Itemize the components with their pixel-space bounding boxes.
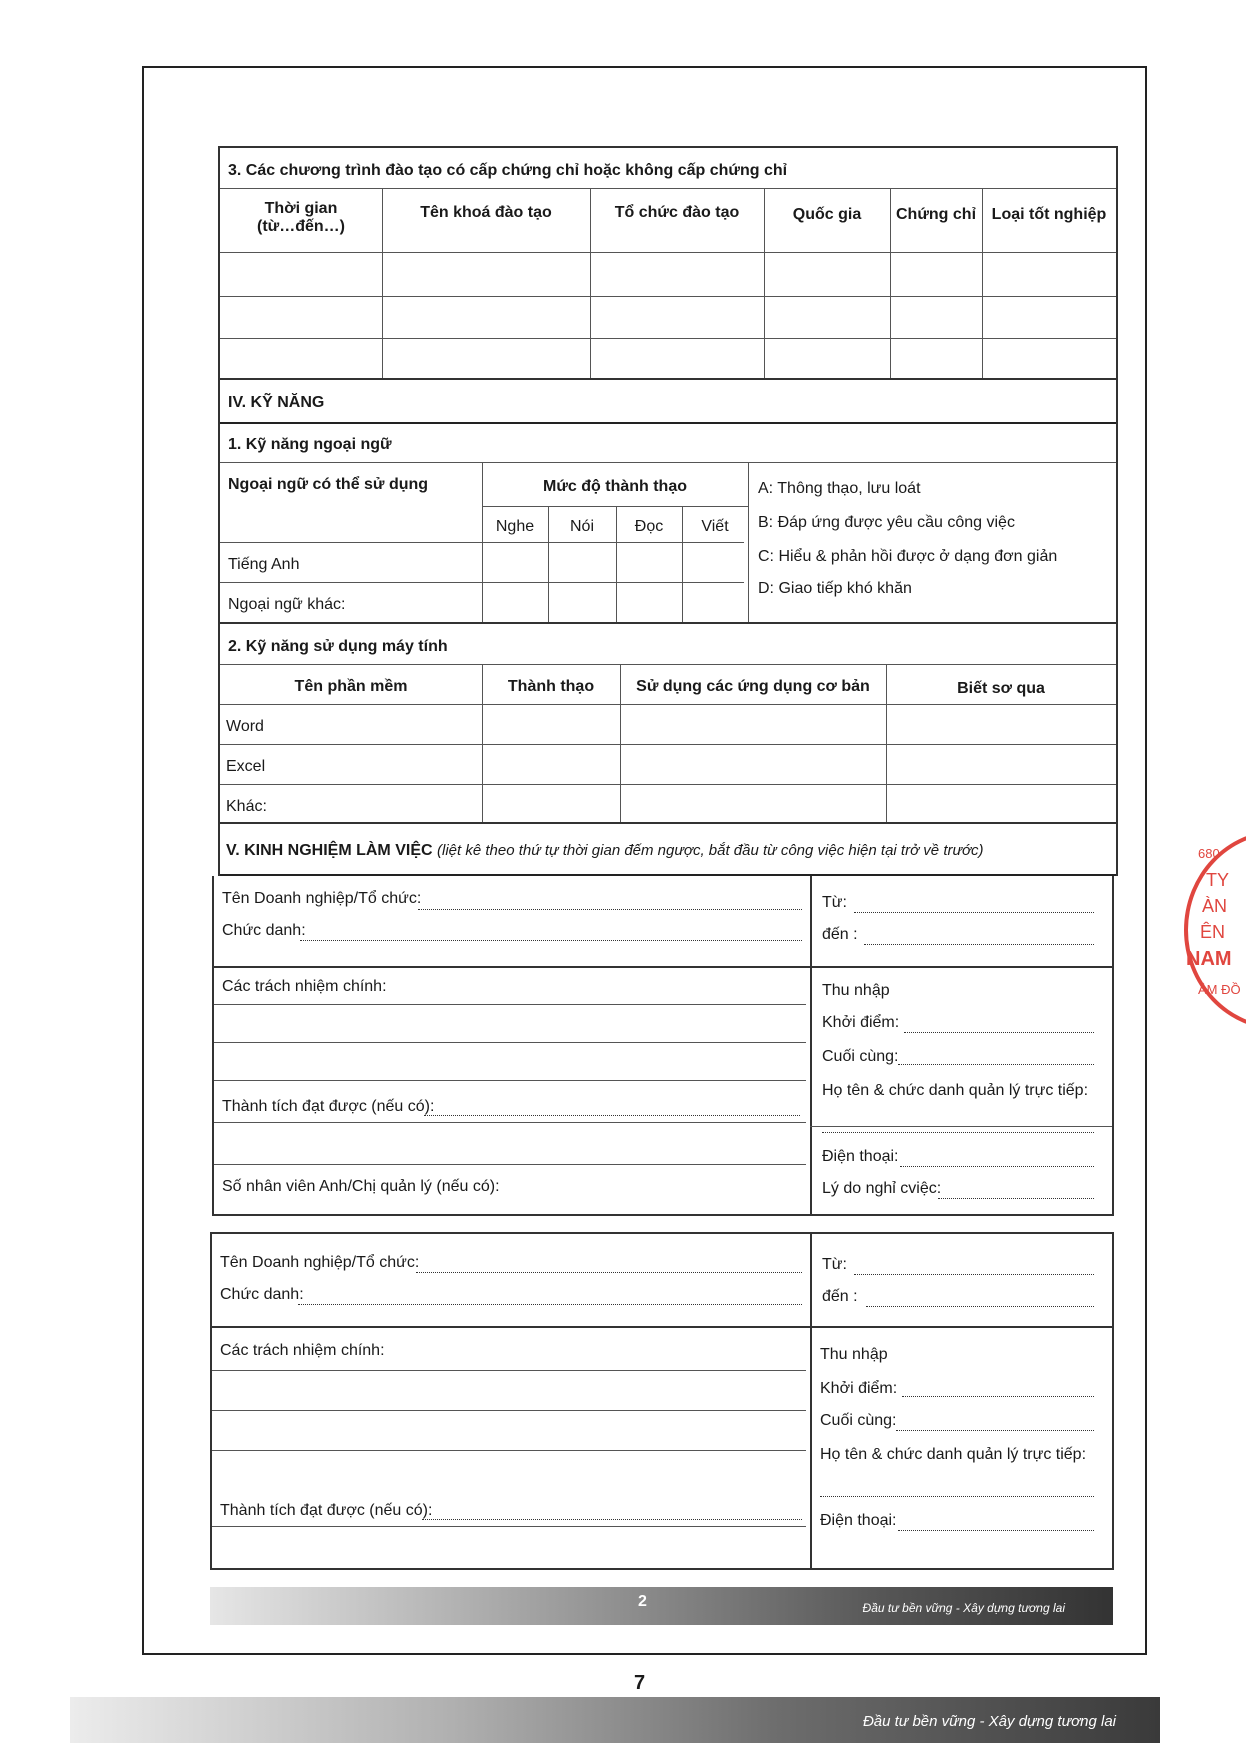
exp2-achievements-label: Thành tích đạt được (nếu có): [220, 1502, 433, 1519]
skill-speaking: Nói [569, 518, 594, 535]
header-org: Tổ chức đào tạo [614, 204, 740, 221]
legend-c: C: Hiểu & phản hồi được ở dạng đơn giản [758, 548, 1058, 565]
exp1-income-label: Thu nhập [822, 982, 890, 999]
exp1-position-label: Chức danh: [222, 922, 306, 939]
lang-row-other: Ngoại ngữ khác: [228, 596, 346, 613]
exp2-manager-label: Họ tên & chức danh quản lý trực tiếp: [820, 1446, 1087, 1463]
outer-slogan: Đầu tư bền vững - Xây dựng tương lai [862, 1713, 1116, 1730]
exp2-start-label: Khởi điểm: [820, 1380, 898, 1397]
skill-writing: Viết [701, 518, 729, 535]
legend-d: D: Giao tiếp khó khăn [758, 580, 912, 597]
level-label: Mức độ thành thạo [542, 478, 687, 495]
computer-skills-table [218, 624, 1118, 824]
software-excel: Excel [226, 758, 266, 775]
exp2-to-label: đến : [822, 1288, 858, 1305]
exp2-income-label: Thu nhập [820, 1346, 888, 1363]
header-familiar: Biết sơ qua [957, 680, 1045, 697]
computer-title: 2. Kỹ năng sử dụng máy tính [228, 638, 448, 655]
exp2-duties-label: Các trách nhiệm chính: [220, 1342, 385, 1359]
software-other: Khác: [226, 798, 267, 815]
exp1-start-label: Khởi điểm: [822, 1014, 900, 1031]
outer-page-number: 7 [634, 1672, 646, 1694]
header-basic: Sử dụng các ứng dụng cơ bản [636, 678, 870, 695]
language-skills-table [218, 424, 1118, 624]
skills-title: IV. KỸ NĂNG [228, 394, 325, 411]
inner-slogan: Đầu tư bền vững - Xây dựng tương lai [862, 1601, 1065, 1615]
exp2-company-label: Tên Doanh nghiệp/Tổ chức: [220, 1254, 420, 1271]
header-course: Tên khoá đào tạo [420, 204, 552, 221]
skill-listening: Nghe [495, 518, 535, 535]
exp2-position-label: Chức danh: [220, 1286, 304, 1303]
legend-b: B: Đáp ứng được yêu cầu công việc [758, 514, 1015, 531]
exp2-phone-label: Điện thoại: [820, 1512, 897, 1529]
exp2-from-label: Từ: [822, 1256, 847, 1273]
software-word: Word [226, 718, 264, 735]
training-table [218, 146, 1118, 380]
experience-block-2 [210, 1232, 1114, 1570]
exp1-from-label: Từ: [822, 894, 847, 911]
inner-footer-band [210, 1587, 1113, 1625]
experience-section [218, 824, 1118, 876]
header-certificate: Chứng chỉ [895, 206, 977, 223]
exp1-manager-label: Họ tên & chức danh quản lý trực tiếp: [822, 1082, 1089, 1099]
exp1-end-label: Cuối cùng: [822, 1048, 899, 1065]
language-title: 1. Kỹ năng ngoại ngữ [228, 436, 392, 453]
exp1-reason-label: Lý do nghỉ cviệc: [822, 1180, 942, 1197]
outer-footer-band [70, 1697, 1160, 1743]
exp1-staff-label: Số nhân viên Anh/Chị quản lý (nếu có): [222, 1178, 500, 1195]
experience-block-1 [212, 876, 1114, 1216]
company-stamp: 680 TY ÀN ÊN NAM ÂM ĐỒ [1176, 820, 1246, 1040]
lang-row-english: Tiếng Anh [228, 556, 300, 573]
header-time: Thời gian (từ…đến…) [256, 200, 345, 235]
header-software: Tên phần mềm [294, 678, 408, 695]
inner-page-number: 2 [638, 1593, 647, 1610]
exp1-duties-label: Các trách nhiệm chính: [222, 978, 387, 995]
training-title: 3. Các chương trình đào tạo có cấp chứng chỉ hoặc không cấp chứng chỉ [228, 162, 788, 179]
exp1-achievements-label: Thành tích đạt được (nếu có): [222, 1098, 435, 1115]
header-country: Quốc gia [792, 206, 862, 223]
exp2-end-label: Cuối cùng: [820, 1412, 897, 1429]
skills-section [218, 380, 1118, 424]
exp1-phone-label: Điện thoại: [822, 1148, 899, 1165]
header-grade: Loại tốt nghiệp [991, 206, 1107, 223]
legend-a: A: Thông thạo, lưu loát [758, 480, 921, 497]
header-proficient: Thành thạo [507, 678, 595, 695]
experience-heading: V. KINH NGHIỆM LÀM VIỆC (liệt kê theo thứ tự thời gian đếm ngược, bắt đầu từ công việc hiện tại trở về trước) [226, 842, 984, 859]
language-col-label: Ngoại ngữ có thể sử dụng [228, 476, 429, 493]
skill-reading: Đọc [634, 518, 664, 535]
exp1-to-label: đến : [822, 926, 858, 943]
exp1-company-label: Tên Doanh nghiệp/Tổ chức: [222, 890, 422, 907]
